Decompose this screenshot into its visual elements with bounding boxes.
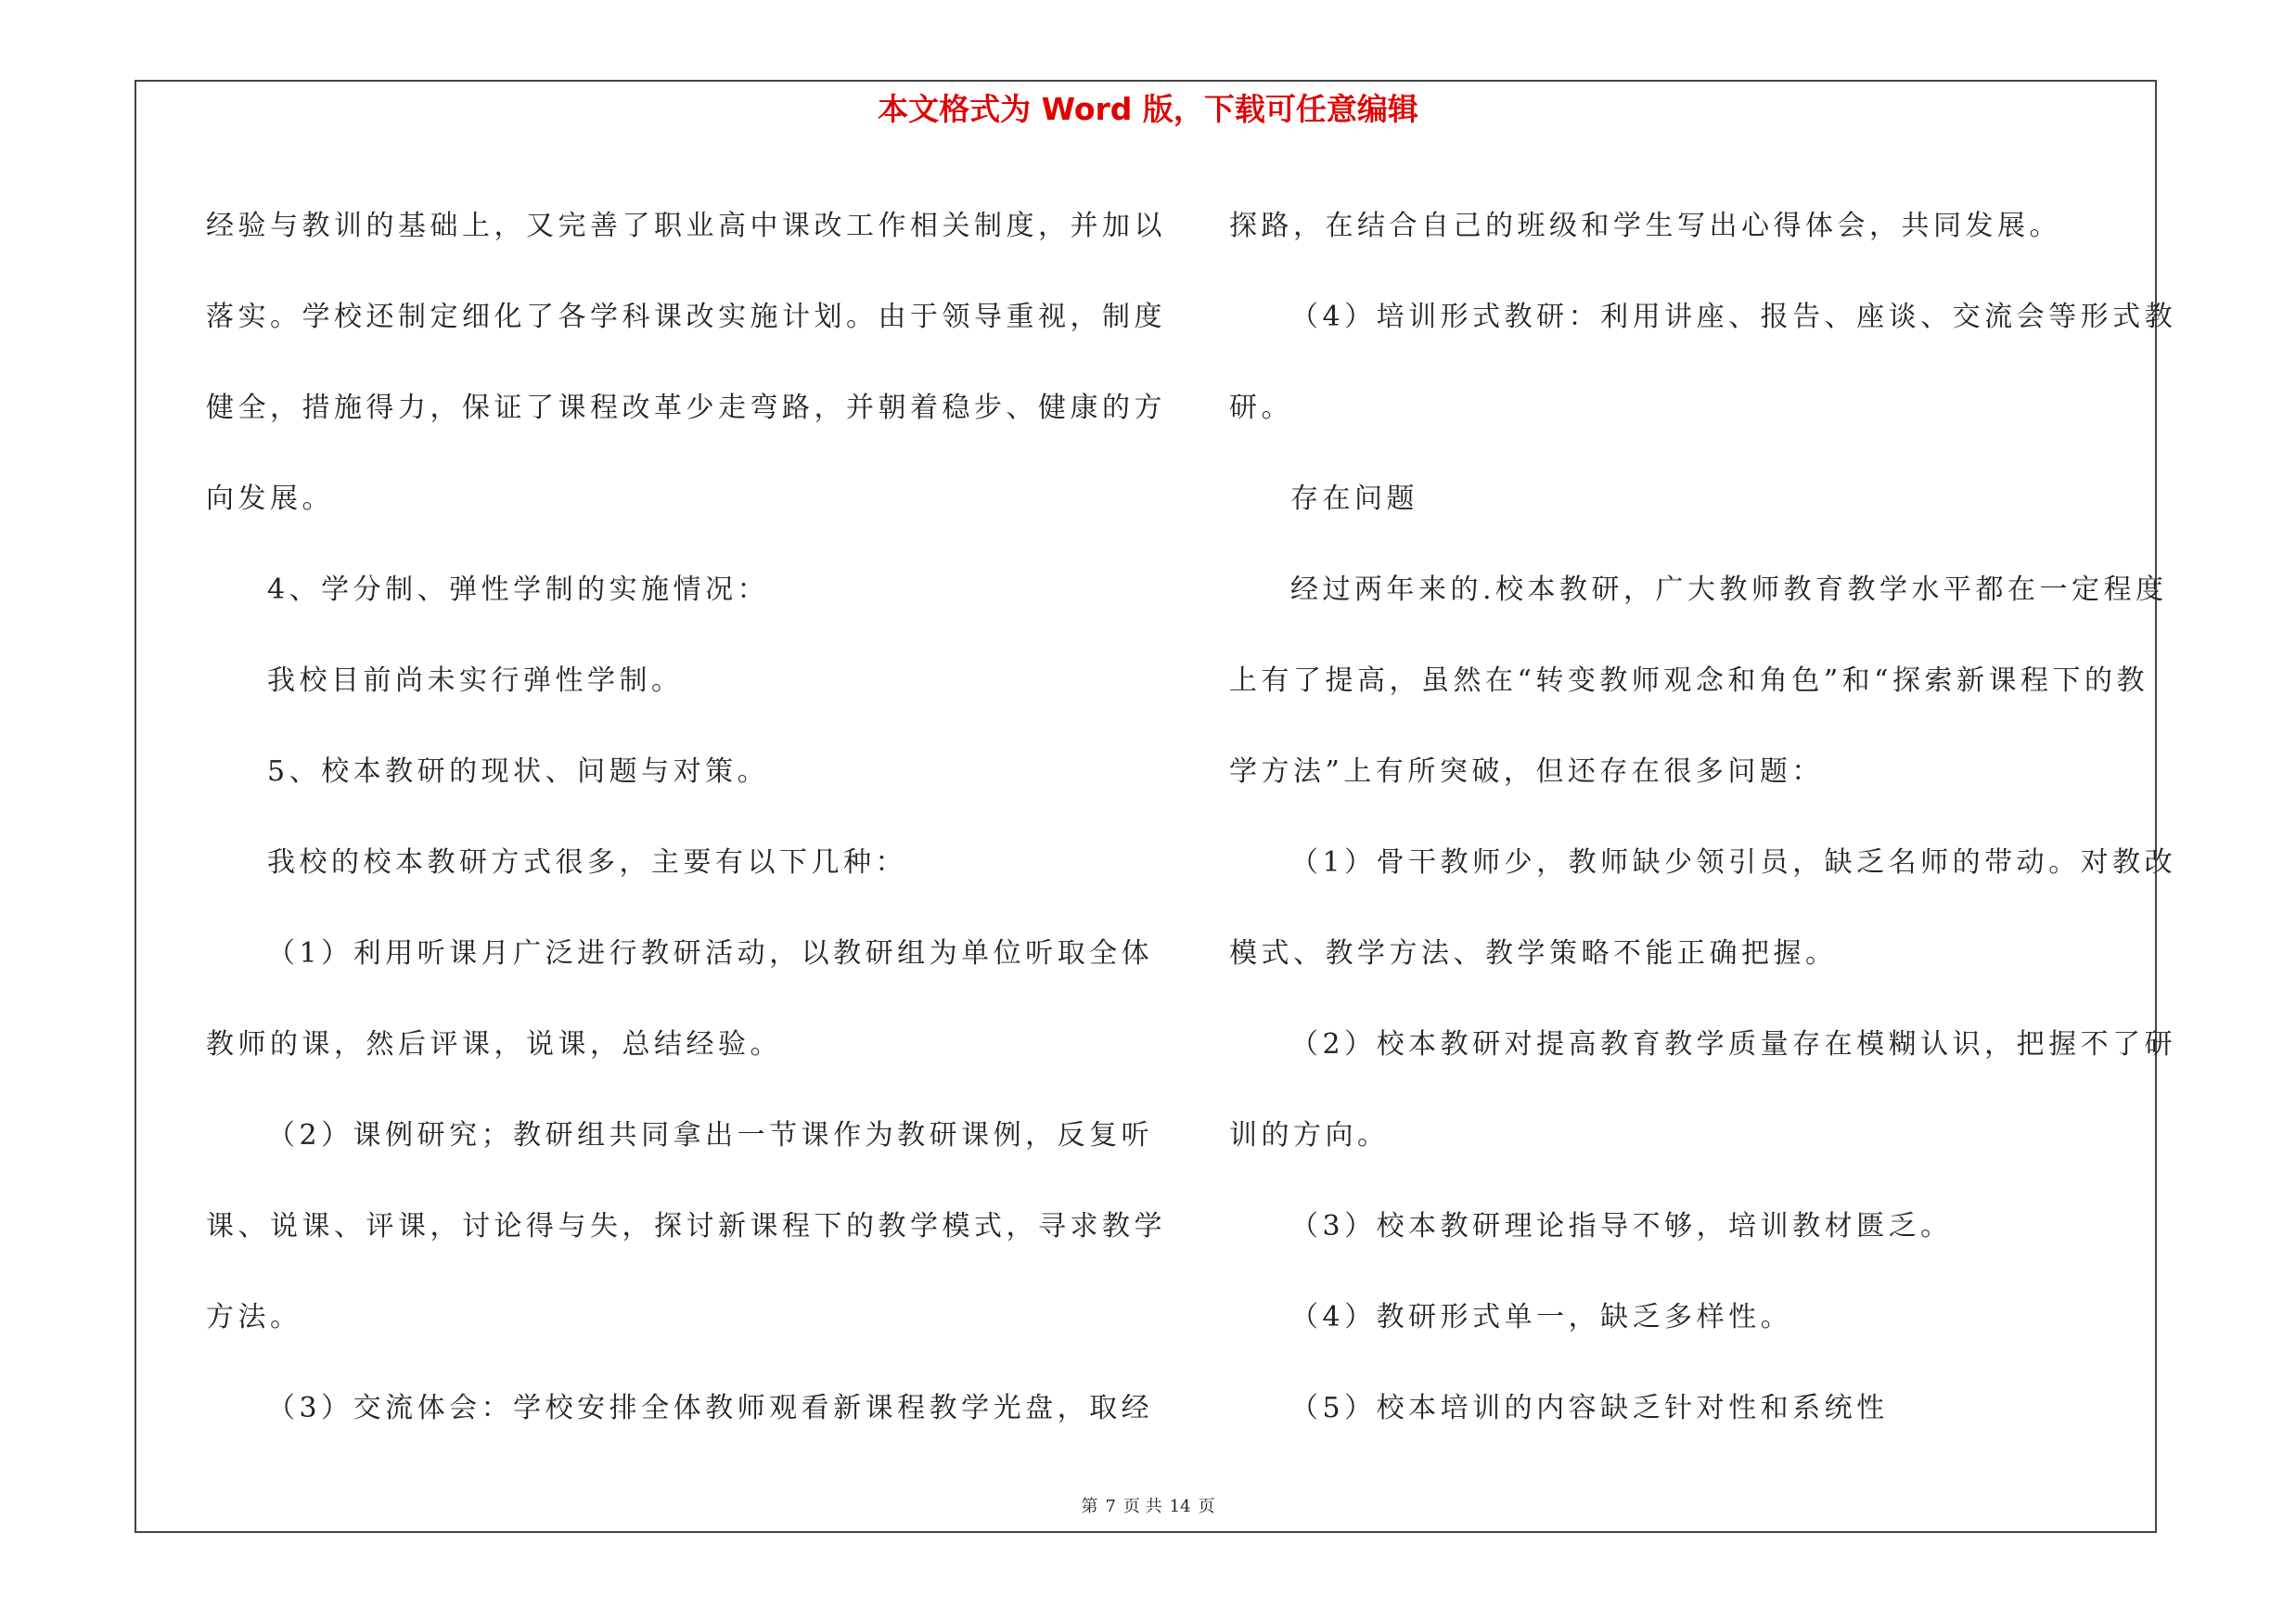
text-line: （4）教研形式单一，缺乏多样性。 xyxy=(1290,1301,1793,1333)
text-line: 4、学分制、弹性学制的实施情况： xyxy=(267,573,770,606)
text-line: 经验与教训的基础上，又完善了职业高中课改工作相关制度，并加以 xyxy=(206,210,1166,242)
text-line: （2）课例研究；教研组共同拿出一节课作为教研课例，反复听 xyxy=(267,1119,1154,1152)
page-label-post: 页 xyxy=(1198,1497,1215,1516)
text-line: （5）校本培训的内容缺乏针对性和系统性 xyxy=(1290,1392,1889,1424)
text-line: 学方法”上有所突破，但还存在很多问题： xyxy=(1229,755,1824,788)
text-line: 模式、教学方法、教学策略不能正确把握。 xyxy=(1229,937,1838,970)
text-line: 训的方向。 xyxy=(1229,1119,1390,1152)
text-line: 向发展。 xyxy=(206,483,334,515)
text-line: 健全，措施得力，保证了课程改革少走弯路，并朝着稳步、健康的方 xyxy=(206,392,1166,424)
page-label-mid: 页 共 xyxy=(1122,1497,1162,1516)
text-line: 我校目前尚未实行弹性学制。 xyxy=(267,664,684,697)
text-line: 经过两年来的.校本教研，广大教师教育教学水平都在一定程度 xyxy=(1290,573,2168,606)
text-line: 上有了提高，虽然在“转变教师观念和角色”和“探索新课程下的教 xyxy=(1229,664,2149,697)
total-page-number: 14 xyxy=(1169,1497,1191,1516)
text-line: （1）骨干教师少，教师缺少领引员，缺乏名师的带动。对教改 xyxy=(1290,846,2177,879)
text-line: 方法。 xyxy=(206,1301,302,1333)
left-column xyxy=(206,181,1166,1454)
document-header: 本文格式为 Word 版，下载可任意编辑 xyxy=(878,91,1418,127)
text-line: 我校的校本教研方式很多，主要有以下几种： xyxy=(267,846,907,879)
text-line: 5、校本教研的现状、问题与对策。 xyxy=(267,755,770,788)
text-line: （1）利用听课月广泛进行教研活动，以教研组为单位听取全体 xyxy=(267,937,1154,970)
current-page-number: 7 xyxy=(1105,1497,1116,1516)
text-line: （3）校本教研理论指导不够，培训教材匮乏。 xyxy=(1290,1210,1953,1243)
section-heading: 存在问题 xyxy=(1290,483,1418,515)
text-line: （2）校本教研对提高教育教学质量存在模糊认识，把握不了研 xyxy=(1290,1028,2177,1061)
text-line: （4）培训形式教研：利用讲座、报告、座谈、交流会等形式教 xyxy=(1290,301,2177,333)
text-line: 探路，在结合自己的班级和学生写出心得体会，共同发展。 xyxy=(1229,210,2061,242)
text-line: 教师的课，然后评课，说课，总结经验。 xyxy=(206,1028,782,1061)
text-line: 课、说课、评课，讨论得与失，探讨新课程下的教学模式，寻求教学 xyxy=(206,1210,1166,1243)
right-column xyxy=(1229,181,2177,1454)
text-line: 落实。学校还制定细化了各学科课改实施计划。由于领导重视，制度 xyxy=(206,301,1166,333)
text-line: （3）交流体会：学校安排全体教师观看新课程教学光盘，取经 xyxy=(267,1392,1154,1424)
page-label-pre: 第 xyxy=(1081,1497,1098,1516)
text-line: 研。 xyxy=(1229,392,1293,424)
page-number-footer xyxy=(0,1496,2296,1518)
